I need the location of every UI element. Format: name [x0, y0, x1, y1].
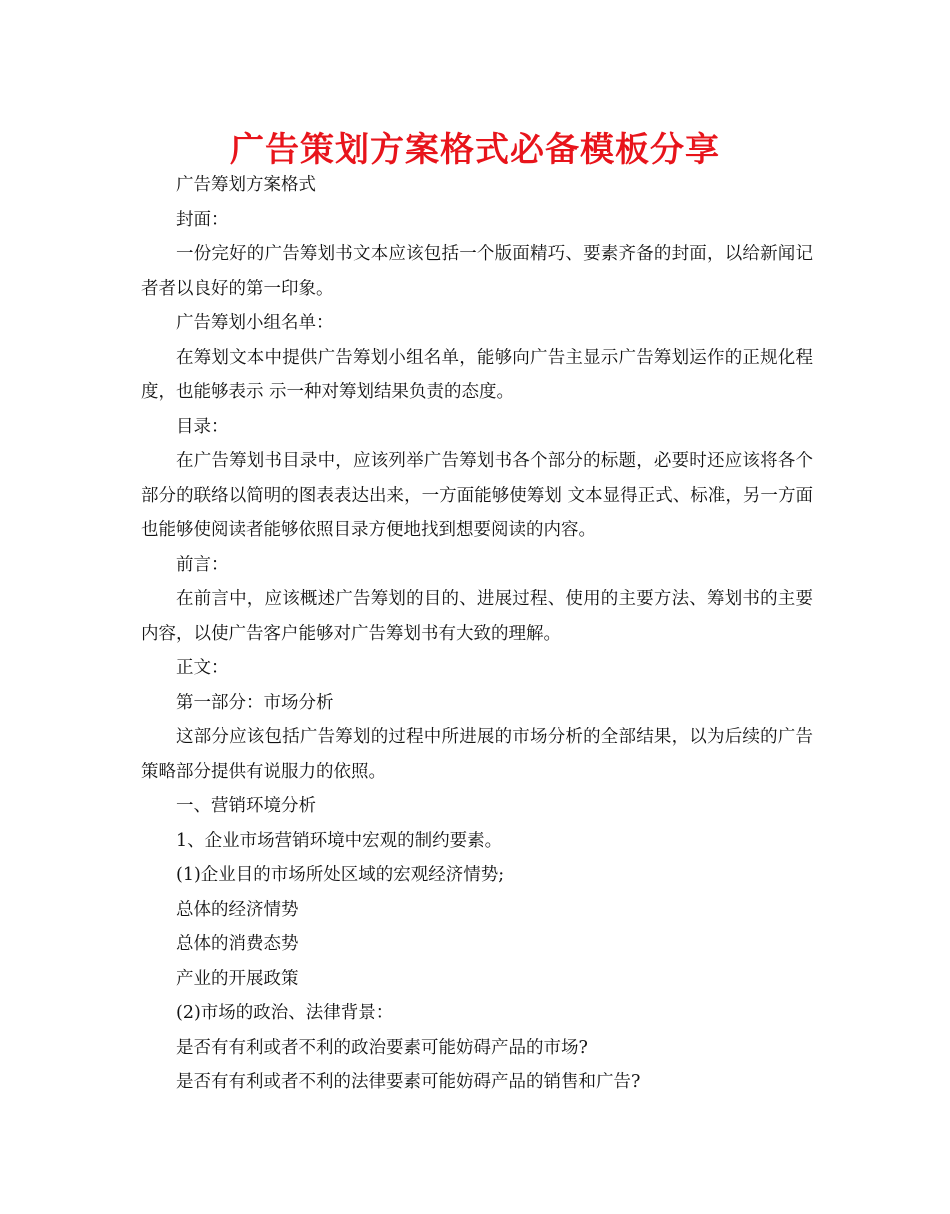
paragraph: 产业的开展政策 [176, 968, 299, 989]
paragraph: (2)市场的政治、法律背景： [176, 1003, 394, 1023]
paragraph: 是否有有利或者不利的法律要素可能妨碍产品的销售和广告? [176, 1072, 641, 1092]
paragraph: 总体的经济情势 [176, 899, 299, 920]
paragraph: 一份完好的广告筹划书文本应该包括一个版面精巧、要素齐备的封面，以给新闻记者者以良好的第一印象。 [141, 244, 813, 299]
paragraph: 目录： [176, 416, 229, 437]
paragraph: 是否有有利或者不利的政治要素可能妨碍产品的市场? [176, 1037, 588, 1058]
paragraph: (1)企业目的市场所处区域的宏观经济情势; [176, 865, 505, 885]
paragraph: 在广告筹划书目录中，应该列举广告筹划书各个部分的标题，必要时还应该将各个部分的联络以简明的图表表达出来，一方面能够使筹划 文本显得正式、标准，另一方面也能够使阅读者能够依照目录方便地找到想要阅读的内容。 [141, 451, 813, 540]
paragraph: 封面： [176, 209, 229, 230]
paragraph: 在前言中，应该概述广告筹划的目的、进展过程、使用的主要方法、筹划书的主要内容，以使广告客户能够对广告筹划书有大致的理解。 [141, 589, 813, 644]
paragraph: 总体的消费态势 [176, 934, 299, 954]
paragraph: 第一部分：市场分析 [176, 692, 334, 713]
paragraph: 这部分应该包括广告筹划的过程中所进展的市场分析的全部结果，以为后续的广告策略部分提供有说服力的依照。 [141, 727, 813, 782]
document-body [141, 168, 813, 1100]
paragraph: 广告筹划方案格式 [176, 175, 316, 195]
paragraph: 一、营销环境分析 [176, 796, 316, 816]
paragraph: 正文： [176, 658, 229, 678]
paragraph: 在筹划文本中提供广告筹划小组名单，能够向广告主显示广告筹划运作的正规化程度，也能够表示 示一种对筹划结果负责的态度。 [141, 347, 813, 402]
paragraph: 1、企业市场营销环境中宏观的制约要素。 [176, 830, 503, 851]
paragraph: 前言： [176, 554, 229, 575]
document-title: 广告策划方案格式必备模板分享 [230, 130, 720, 170]
paragraph: 广告筹划小组名单： [176, 313, 334, 333]
